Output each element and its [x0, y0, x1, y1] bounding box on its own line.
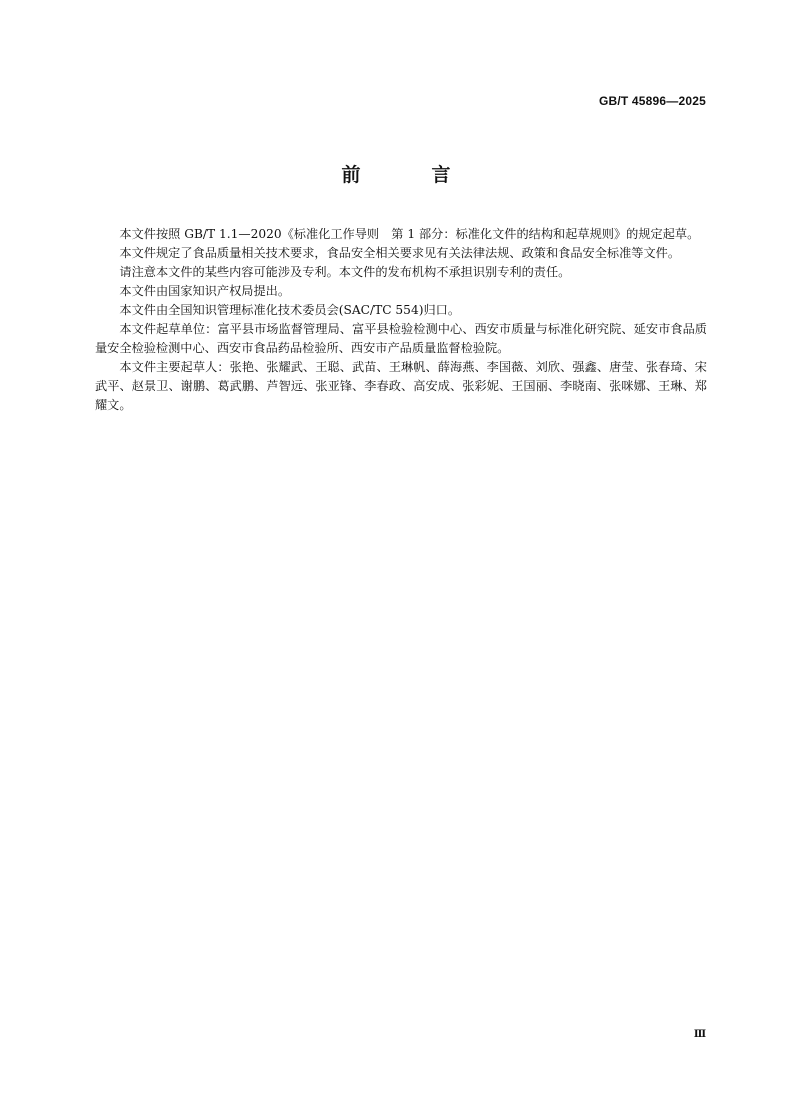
- paragraph-scope: 本文件规定了食品质量相关技术要求，食品安全相关要求见有关法律法规、政策和食品安全标准等文件。: [119, 246, 681, 260]
- preface-body: [95, 225, 707, 415]
- page-title: 前 言: [341, 164, 477, 186]
- paragraph-patent-notice: 请注意本文件的某些内容可能涉及专利。本文件的发布机构不承担识别专利的责任。: [119, 265, 571, 279]
- standard-code: GB/T 45896—2025: [598, 94, 706, 108]
- paragraph-drafting-rules: 本文件按照 GB/T 1.1—2020《标准化工作导则 第 1 部分：标准化文件的结构和起草规则》的规定起草。: [119, 227, 700, 241]
- paragraph-drafting-units: 本文件起草单位：富平县市场监督管理局、富平县检验检测中心、西安市质量与标准化研究院、延安市食品质量安全检验检测中心、西安市食品药品检验所、西安市产品质量监督检验院。: [95, 322, 707, 355]
- paragraph-proposer: 本文件由国家知识产权局提出。: [119, 284, 291, 298]
- page-number: Ⅲ: [693, 1029, 706, 1040]
- paragraph-committee: 本文件由全国知识管理标准化技术委员会(SAC/TC 554)归口。: [119, 303, 461, 317]
- paragraph-drafters: 本文件主要起草人：张艳、张耀武、王聪、武苗、王琳帆、薛海燕、李国薇、刘欣、强鑫、唐莹、张春琦、宋武平、赵景卫、谢鹏、葛武鹏、芦智远、张亚锋、李春政、高安成、张彩妮、王国丽、李晓南、张咪娜、王琳、郑耀文。: [95, 360, 707, 412]
